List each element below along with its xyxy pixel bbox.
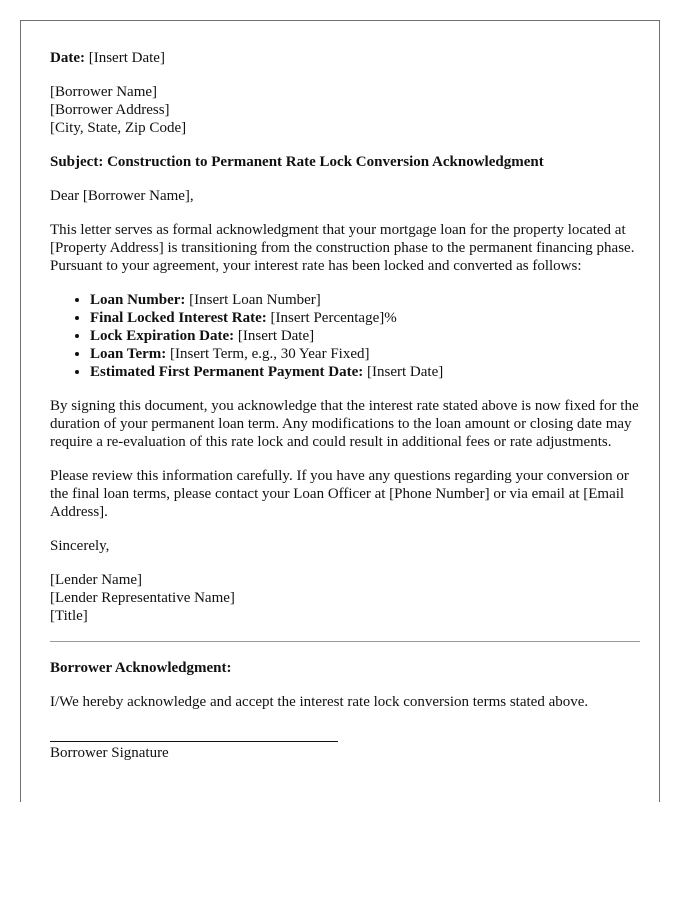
borrower-name: [Borrower Name] bbox=[50, 84, 158, 100]
borrower-address-block bbox=[50, 83, 640, 137]
borrower-address: [Borrower Address] bbox=[50, 102, 170, 118]
detail-value: [Insert Date] bbox=[363, 364, 444, 380]
closing: Sincerely, bbox=[50, 538, 110, 554]
lender-representative-name: [Lender Representative Name] bbox=[50, 590, 235, 606]
lender-signature-block bbox=[50, 571, 640, 625]
intro-paragraph: This letter serves as formal acknowledgment that your mortgage loan for the property located at [Property Address] is transitioning from the construction phase to the permanent financing phase. Pursuant to your agreement, your interest rate has been locked and converted as follows: bbox=[50, 222, 635, 274]
detail-value: [Insert Loan Number] bbox=[185, 292, 321, 308]
detail-label: Estimated First Permanent Payment Date: bbox=[90, 364, 364, 380]
borrower-city-state-zip: [City, State, Zip Code] bbox=[50, 120, 187, 136]
detail-lock-expiration bbox=[90, 327, 640, 345]
detail-value: [Insert Term, e.g., 30 Year Fixed] bbox=[166, 346, 370, 362]
detail-value: [Insert Percentage]% bbox=[266, 310, 397, 326]
letter-page bbox=[20, 20, 660, 802]
salutation: Dear [Borrower Name], bbox=[50, 188, 194, 204]
signature-label: Borrower Signature bbox=[50, 745, 169, 761]
section-divider bbox=[50, 641, 640, 642]
detail-label: Loan Term: bbox=[90, 346, 167, 362]
detail-interest-rate bbox=[90, 309, 640, 327]
detail-loan-number bbox=[90, 291, 640, 309]
subject-line: Subject: Construction to Permanent Rate Lock Conversion Acknowledgment bbox=[50, 154, 544, 170]
acknowledgment-title: Borrower Acknowledgment: bbox=[50, 660, 232, 676]
date-label: Date: bbox=[50, 50, 85, 66]
detail-label: Loan Number: bbox=[90, 292, 186, 308]
detail-label: Final Locked Interest Rate: bbox=[90, 310, 267, 326]
date-value: [Insert Date] bbox=[84, 50, 165, 66]
detail-first-payment-date bbox=[90, 363, 640, 381]
acknowledgment-text: I/We hereby acknowledge and accept the interest rate lock conversion terms stated above. bbox=[50, 694, 589, 710]
loan-details-list bbox=[50, 291, 640, 381]
contact-paragraph: Please review this information carefully. If you have any questions regarding your conversion or the final loan terms, please contact your Loan Officer at [Phone Number] or via email at [Email Address]. bbox=[50, 468, 629, 520]
signature-line bbox=[50, 741, 338, 742]
date-line bbox=[50, 49, 640, 67]
detail-label: Lock Expiration Date: bbox=[90, 328, 235, 344]
letter-content bbox=[50, 49, 640, 762]
detail-loan-term bbox=[90, 345, 640, 363]
lender-name: [Lender Name] bbox=[50, 572, 143, 588]
terms-paragraph: By signing this document, you acknowledge that the interest rate stated above is now fixed for the duration of your permanent loan term. Any modifications to the loan amount or closing date may require a re-evaluation of this rate lock and could result in additional fees or rate adjustments. bbox=[50, 398, 639, 450]
lender-title: [Title] bbox=[50, 608, 88, 624]
detail-value: [Insert Date] bbox=[234, 328, 315, 344]
